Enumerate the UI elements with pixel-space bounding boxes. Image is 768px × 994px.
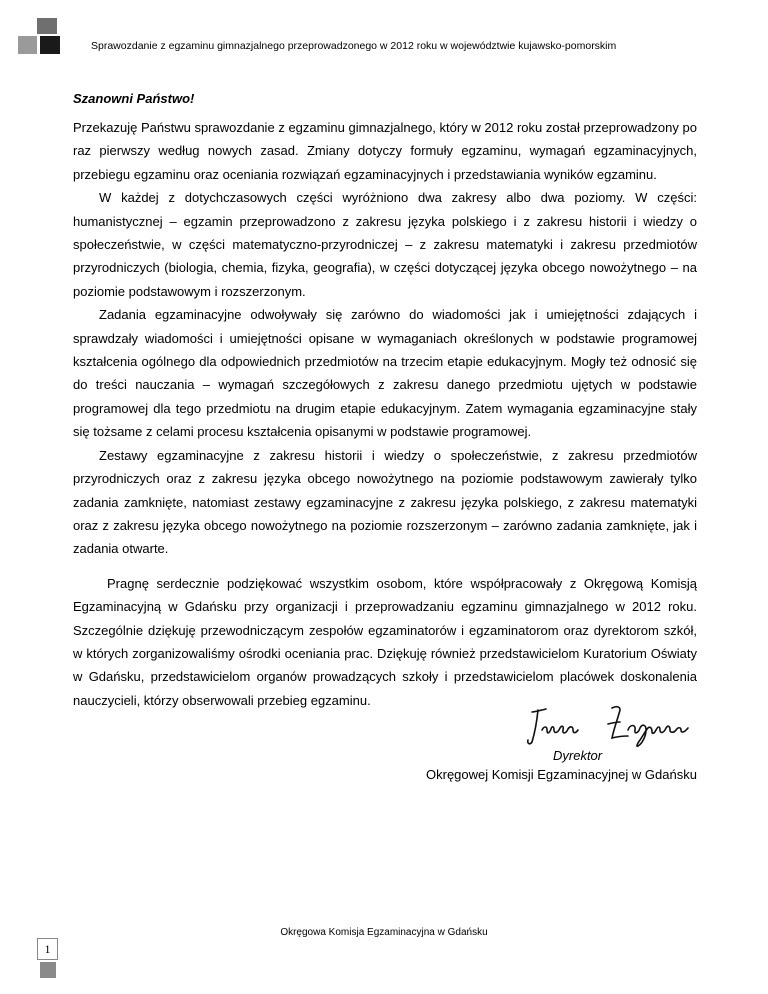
signer-organization: Okręgowej Komisji Egzaminacyjnej w Gdańsku	[426, 767, 697, 782]
paragraph-exam-sets: Zestawy egzaminacyjne z zakresu historii i wiedzy o społeczeństwie, z zakresu przedmiotów przyrodniczych oraz z zakresu języka obcego nowożytnego na poziomie podstawowym zawierały tylko zadania zamknięte, natomiast zestawy egzaminacyjne z zakresu języka polskiego, z zakresu matematyki oraz z zakresu języka obcego nowożytnego na poziomie rozszerzonym – zarówno zadania zamknięte, jak i zadania otwarte.	[73, 447, 697, 557]
paragraph-acknowledgements: Pragnę serdecznie podziękować wszystkim osobom, które współpracowały z Okręgową Komisją Egzaminacyjną w Gdańsku przy organizacji i przeprowadzaniu egzaminu gimnazjalnego w 2012 roku. Szczególnie dziękuję przewodniczącym zespołów egzaminatorów i egzaminatorom oraz dyrektorom szkół, w których zorganizowaliśmy ośrodki oceniania prac. Dziękuję również przedstawicielom Kuratorium Oświaty w Gdańsku, przedstawicielom organów prowadzących szkoły i przedstawicielom placówek doskonalenia nauczycieli, którzy obserwowali przebieg egzaminu.	[73, 575, 697, 708]
page-number: 1	[37, 938, 58, 960]
logo-square-left	[18, 36, 37, 54]
footer-logo-square	[40, 962, 56, 978]
paragraph-intro: Przekazuję Państwu sprawozdanie z egzaminu gimnazjalnego, który w 2012 roku został przeprowadzony po raz pierwszy według nowych zasad. Zmiany dotyczy formuły egzaminu, wymagań egzaminacyjnych, przebiegu egzaminu oraz oceniania rozwiązań egzaminacyjnych i przedstawiania wyników egzaminu.	[73, 120, 697, 182]
paragraph-exam-parts: W każdej z dotychczasowych części wyróżniono dwa zakresy albo dwa poziomy. W części: humanistycznej – egzamin przeprowadzono z zakresu języka polskiego i z zakresu historii i wiedzy o społeczeństwie, w części matematyczno-przyrodniczej – z zakresu matematyki i zakresu przedmiotów przyrodniczych (biologia, chemia, fizyka, geografia), w części dotyczącej języka obcego nowożytnego – na poziomie podstawowym i rozszerzonym.	[73, 190, 697, 299]
handwritten-signature	[520, 700, 700, 750]
logo-square-right	[40, 36, 60, 54]
logo-square-top	[37, 18, 57, 34]
letter-body	[73, 116, 697, 712]
paragraph-exam-tasks: Zadania egzaminacyjne odwoływały się zarówno do wiadomości jak i umiejętności zdających i sprawdzały wiadomości i umiejętności opisane w wymaganiach określonych w podstawie programowej kształcenia ogólnego dla odpowiednich przedmiotów na trzecim etapie edukacyjnym. Mogły też odnosić się do treści nauczania – wymagań szczegółowych z zakresu danego przedmiotu ujętych w podstawie programowej dla tego przedmiotu na drugim etapie edukacyjnym. Zatem wymagania egzaminacyjne stały się tożsame z celami procesu kształcenia opisanymi w podstawie programowej.	[73, 307, 697, 440]
letter-greeting: Szanowni Państwo!	[73, 91, 195, 106]
page-footer: Okręgowa Komisja Egzaminacyjna w Gdańsku	[280, 927, 488, 938]
signer-title: Dyrektor	[553, 748, 603, 763]
running-header: Sprawozdanie z egzaminu gimnazjalnego przeprowadzonego w 2012 roku w województwie kujawsko-pomorskim	[91, 40, 617, 52]
